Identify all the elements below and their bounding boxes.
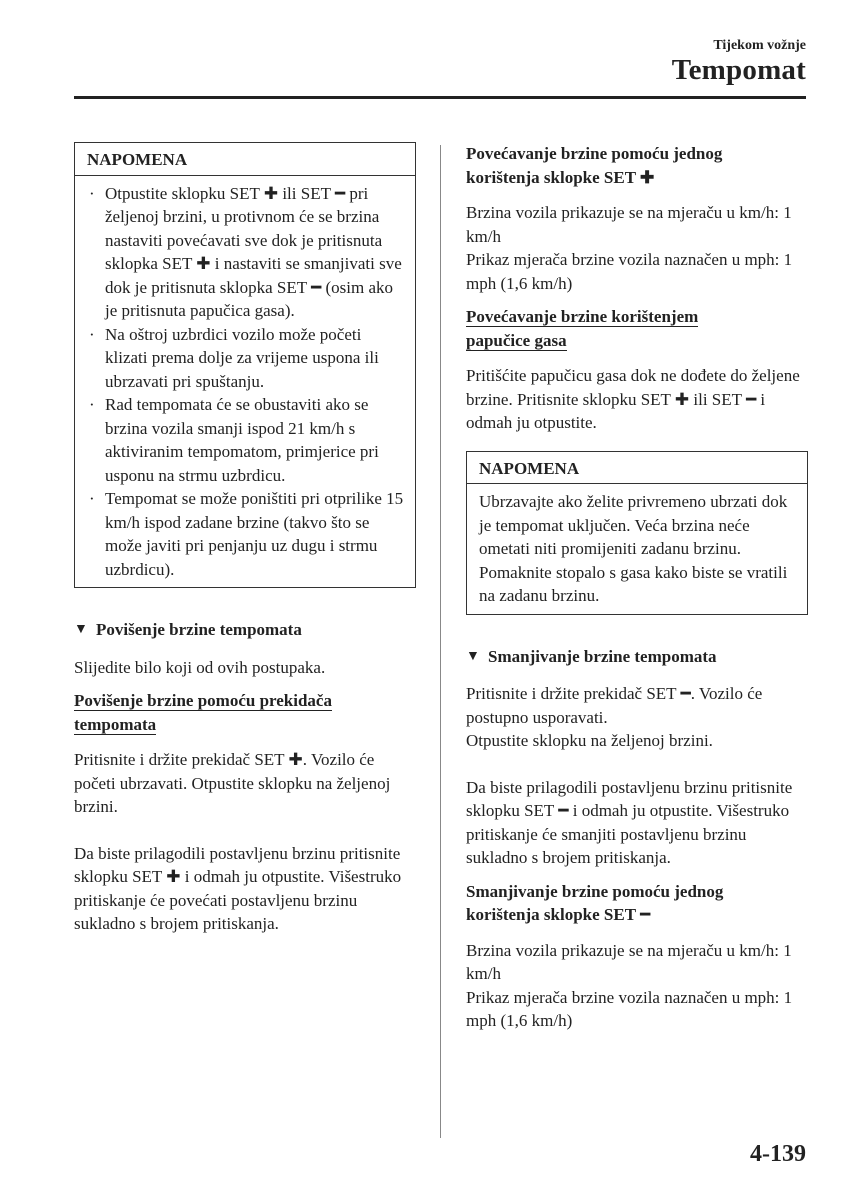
subheading: Povećavanje brzine pomoću jednog korištenja sklopke SET ✚: [466, 144, 723, 187]
paragraph: Pritišćite papučicu gasa dok ne dođete do željene brzine. Pritisnite sklopku SET ✚ ili SET ━ i odmah ju otpustite.: [466, 366, 800, 432]
bullet-dot-icon: ·: [89, 324, 95, 344]
header-divider: [74, 96, 806, 99]
note-box: [74, 142, 416, 588]
list-item: · Rad tempomata će se obustaviti ako se brzina vozila smanji ispod 21 km/h s aktiviranim tempomatom, primjerice pri usponu na strmu uzbrdicu.: [87, 393, 405, 487]
bullet-dot-icon: ·: [89, 395, 95, 414]
list-item: · Na oštroj uzbrdici vozilo može početi klizati prema dolje za vrijeme uspona ili ubrzavati pri spuštanju.: [87, 323, 405, 394]
bullet-dot-icon: ·: [89, 489, 95, 508]
note-title: NAPOMENA: [479, 458, 580, 478]
triangle-down-icon: ▼: [74, 622, 88, 637]
page-title: Tempomat: [671, 54, 806, 86]
right-column: [466, 142, 808, 1033]
paragraph: Prikaz mjerača brzine vozila naznačen u mph: 1 mph (1,6 km/h): [466, 250, 793, 293]
paragraph: Otpustite sklopku na željenoj brzini.: [466, 731, 713, 750]
paragraph: Da biste prilagodili postavljenu brzinu pritisnite sklopku SET ✚ i odmah ju otpustite. Višestruko pritiskanje će povećati postavljenu brzinu sukladno s brojem pritiskanja.: [74, 843, 402, 933]
bullet-dot-icon: ·: [89, 183, 95, 203]
list-item: · Tempomat se može poništiti pri otprilike 15 km/h ispod zadane brzine (takvo što se može javiti pri penjanju uz dugu i strmu uzbrdicu).: [87, 487, 405, 581]
paragraph: Pritisnite i držite prekidač SET ✚. Vozilo će početi ubrzavati. Otpustite sklopku na željenoj brzini.: [74, 750, 391, 816]
paragraph: Pritisnite i držite prekidač SET ━. Vozilo će postupno usporavati.: [466, 684, 763, 727]
section-header: Tijekom vožnje: [713, 38, 806, 53]
section-heading: ▼ Povišenje brzine tempomata: [74, 618, 416, 642]
triangle-down-icon: ▼: [466, 648, 480, 664]
note-title: NAPOMENA: [87, 150, 188, 169]
subheading: Povećavanje brzine korištenjem papučice gasa: [466, 307, 699, 350]
paragraph: Slijedite bilo koji od ovih postupaka.: [74, 657, 326, 677]
paragraph: Brzina vozila prikazuje se na mjeraču u km/h: 1 km/h: [466, 203, 792, 246]
paragraph: Prikaz mjerača brzine vozila naznačen u mph: 1 mph (1,6 km/h): [466, 987, 793, 1030]
note-box: [466, 451, 808, 615]
section-heading: ▼ Smanjivanje brzine tempomata: [466, 645, 808, 669]
note-body: Ubrzavajte ako želite privremeno ubrzati dok je tempomat uključen. Veća brzina neće ometati niti promijeniti zadanu brzinu. Pomaknite stopalo s gasa kako biste se vratili na zadanu brzinu.: [467, 483, 807, 614]
paragraph: Brzina vozila prikazuje se na mjeraču u km/h: 1 km/h: [466, 940, 792, 983]
subheading: Povišenje brzine pomoću prekidača tempomata: [74, 691, 332, 734]
list-item: · Otpustite sklopku SET ✚ ili SET ━ pri željenoj brzini, u protivnom će se brzina nastaviti povećavati sve dok je pritisnuta sklopka SET ✚ i nastaviti se smanjivati sve dok je pritisnuta sklopka SET ━ (osim ako je pritisnuta papučica gasa).: [87, 182, 405, 323]
page-number: 4-139: [750, 1141, 806, 1167]
subheading: Smanjivanje brzine pomoću jednog korištenja sklopke SET ━: [466, 881, 724, 924]
paragraph: Da biste prilagodili postavljenu brzinu pritisnite sklopku SET ━ i odmah ju otpustite. Višestruko pritiskanje će smanjiti postavljenu brzinu sukladno s brojem pritiskanja.: [466, 777, 793, 867]
note-body: [75, 175, 415, 588]
column-divider: [440, 145, 441, 1138]
left-column: [74, 142, 416, 936]
